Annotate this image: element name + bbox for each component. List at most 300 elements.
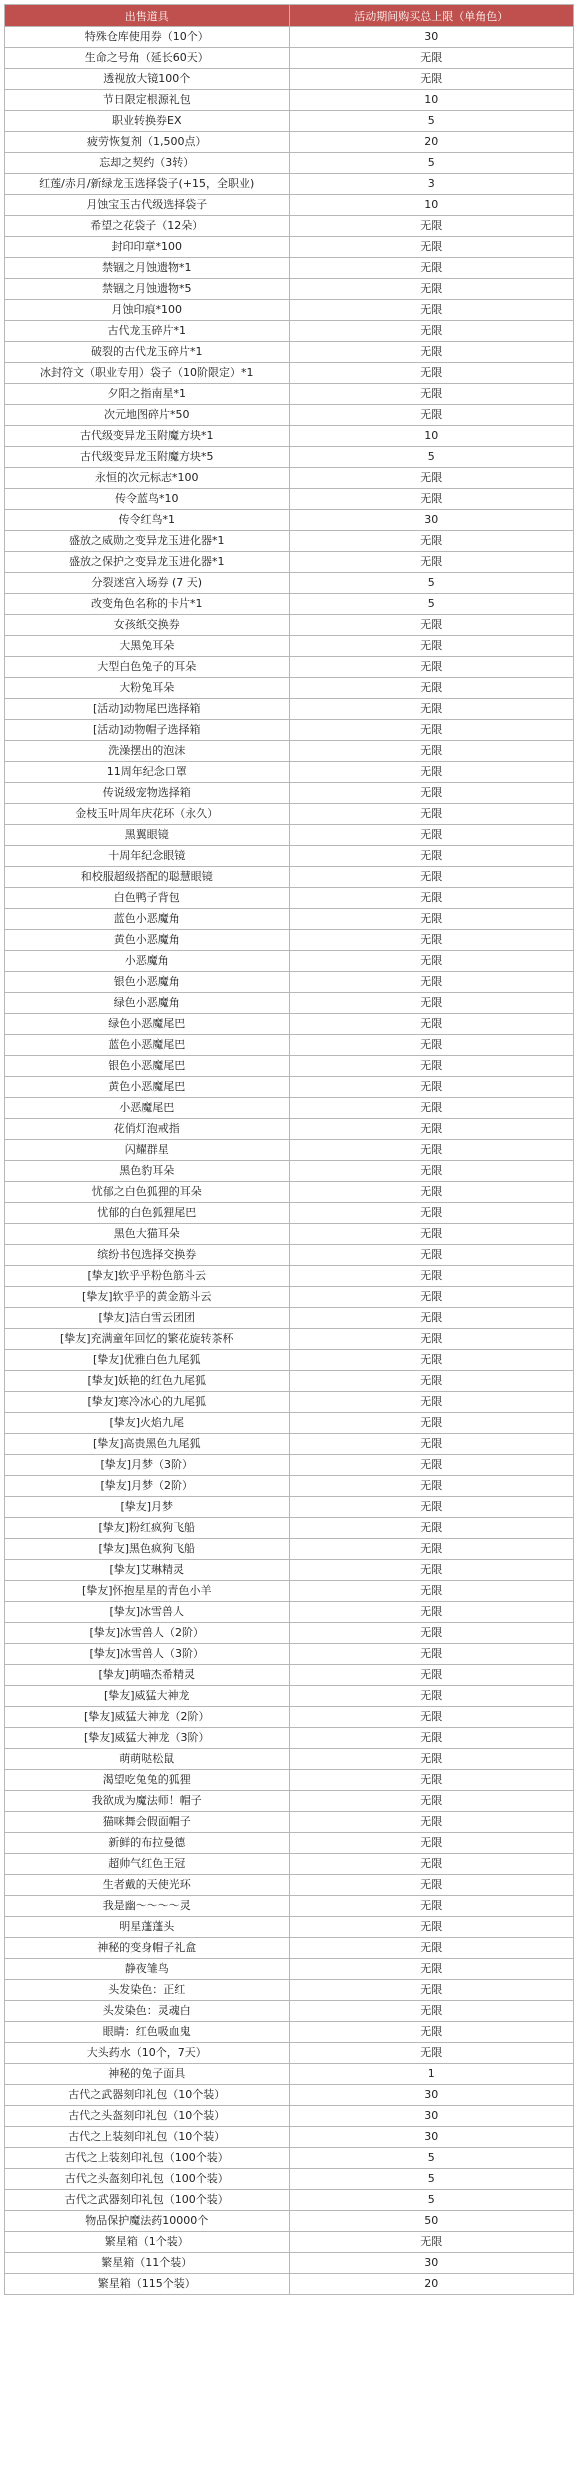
- purchase-limit-cell: 1: [289, 2064, 574, 2085]
- item-name-cell: 古代之上装刻印礼包（10个装）: [5, 2127, 290, 2148]
- item-name-cell: 月蚀宝玉古代级选择袋子: [5, 195, 290, 216]
- item-name-cell: 传令红鸟*1: [5, 510, 290, 531]
- table-row: [5, 1245, 574, 1266]
- purchase-limit-cell: 无限: [289, 531, 574, 552]
- item-name-cell: [挚友]洁白雪云团团: [5, 1308, 290, 1329]
- item-name-cell: 我欲成为魔法师！帽子: [5, 1791, 290, 1812]
- item-name-cell: 女孩纸交换券: [5, 615, 290, 636]
- table-row: [5, 1581, 574, 1602]
- table-row: [5, 1392, 574, 1413]
- purchase-limit-cell: 10: [289, 90, 574, 111]
- purchase-limit-cell: 无限: [289, 321, 574, 342]
- purchase-limit-cell: 无限: [289, 1917, 574, 1938]
- purchase-limit-cell: 无限: [289, 2043, 574, 2064]
- purchase-limit-cell: 无限: [289, 930, 574, 951]
- table-row: [5, 237, 574, 258]
- item-name-cell: [活动]动物帽子选择箱: [5, 720, 290, 741]
- item-name-cell: 古代之武器刻印礼包（10个装）: [5, 2085, 290, 2106]
- item-name-cell: 蓝色小恶魔尾巴: [5, 1035, 290, 1056]
- item-name-cell: 黑色豹耳朵: [5, 1161, 290, 1182]
- table-row: [5, 531, 574, 552]
- item-name-cell: 物品保护魔法药10000个: [5, 2211, 290, 2232]
- item-name-cell: 绿色小恶魔角: [5, 993, 290, 1014]
- table-row: [5, 1959, 574, 1980]
- table-row: [5, 1161, 574, 1182]
- table-row: [5, 720, 574, 741]
- table-row: [5, 132, 574, 153]
- purchase-limit-cell: 无限: [289, 1644, 574, 1665]
- item-name-cell: 冰封符文（职业专用）袋子（10阶限定）*1: [5, 363, 290, 384]
- table-row: [5, 2211, 574, 2232]
- table-row: [5, 699, 574, 720]
- item-name-cell: 萌萌哒松鼠: [5, 1749, 290, 1770]
- item-name-cell: 古代之头盔刻印礼包（10个装）: [5, 2106, 290, 2127]
- item-name-cell: [挚友]冰雪兽人（3阶）: [5, 1644, 290, 1665]
- purchase-limit-cell: 无限: [289, 258, 574, 279]
- purchase-limit-cell: 无限: [289, 1266, 574, 1287]
- item-name-cell: 黑色大猫耳朵: [5, 1224, 290, 1245]
- table-row: [5, 384, 574, 405]
- item-name-cell: 大黑兔耳朵: [5, 636, 290, 657]
- item-name-cell: 蓝色小恶魔角: [5, 909, 290, 930]
- table-row: [5, 1623, 574, 1644]
- purchase-limit-cell: 无限: [289, 951, 574, 972]
- purchase-limit-cell: 5: [289, 2169, 574, 2190]
- table-row: [5, 153, 574, 174]
- item-name-cell: [挚友]威猛大神龙（2阶）: [5, 1707, 290, 1728]
- table-row: [5, 2022, 574, 2043]
- purchase-limit-cell: 无限: [289, 1539, 574, 1560]
- purchase-limit-cell: 无限: [289, 720, 574, 741]
- item-name-cell: [挚友]软乎乎粉色筋斗云: [5, 1266, 290, 1287]
- sale-items-table: [4, 4, 574, 2295]
- table-row: [5, 930, 574, 951]
- purchase-limit-cell: 无限: [289, 2001, 574, 2022]
- item-name-cell: 大型白色兔子的耳朵: [5, 657, 290, 678]
- table-row: [5, 1980, 574, 2001]
- item-name-cell: 十周年纪念眼镜: [5, 846, 290, 867]
- table-row: [5, 573, 574, 594]
- item-name-cell: 神秘的兔子面具: [5, 2064, 290, 2085]
- table-body: [5, 27, 574, 2295]
- table-row: [5, 2001, 574, 2022]
- item-name-cell: 11周年纪念口罩: [5, 762, 290, 783]
- table-row: [5, 993, 574, 1014]
- purchase-limit-cell: 无限: [289, 1119, 574, 1140]
- purchase-limit-cell: 无限: [289, 636, 574, 657]
- purchase-limit-cell: 10: [289, 426, 574, 447]
- purchase-limit-cell: 无限: [289, 1707, 574, 1728]
- purchase-limit-cell: 无限: [289, 279, 574, 300]
- purchase-limit-cell: 无限: [289, 363, 574, 384]
- purchase-limit-cell: 无限: [289, 741, 574, 762]
- purchase-limit-cell: 无限: [289, 678, 574, 699]
- purchase-limit-cell: 无限: [289, 1749, 574, 1770]
- table-row: [5, 90, 574, 111]
- table-row: [5, 1539, 574, 1560]
- table-row: [5, 1938, 574, 1959]
- purchase-limit-cell: 10: [289, 195, 574, 216]
- purchase-limit-cell: 无限: [289, 909, 574, 930]
- purchase-limit-cell: 无限: [289, 1896, 574, 1917]
- item-name-cell: [挚友]月梦（3阶）: [5, 1455, 290, 1476]
- table-row: [5, 2064, 574, 2085]
- item-name-cell: 忘却之契约（3转）: [5, 153, 290, 174]
- item-name-cell: 渴望吃兔兔的狐狸: [5, 1770, 290, 1791]
- purchase-limit-cell: 无限: [289, 1077, 574, 1098]
- table-row: [5, 342, 574, 363]
- table-row: [5, 1098, 574, 1119]
- item-name-cell: 盛放之保护之变异龙玉进化器*1: [5, 552, 290, 573]
- table-row: [5, 846, 574, 867]
- item-name-cell: 夕阳之指南星*1: [5, 384, 290, 405]
- item-name-cell: 繁星箱（1个装）: [5, 2232, 290, 2253]
- item-name-cell: 神秘的变身帽子礼盒: [5, 1938, 290, 1959]
- item-name-cell: 红莲/赤月/新绿龙玉选择袋子(+15，全职业): [5, 174, 290, 195]
- table-row: [5, 1371, 574, 1392]
- purchase-limit-cell: 无限: [289, 1140, 574, 1161]
- item-name-cell: [挚友]软乎乎的黄金筋斗云: [5, 1287, 290, 1308]
- purchase-limit-cell: 无限: [289, 804, 574, 825]
- item-name-cell: 忧郁的白色狐狸尾巴: [5, 1203, 290, 1224]
- table-row: [5, 1602, 574, 1623]
- item-name-cell: 职业转换券EX: [5, 111, 290, 132]
- table-row: [5, 300, 574, 321]
- purchase-limit-cell: 5: [289, 153, 574, 174]
- item-name-cell: [挚友]艾琳精灵: [5, 1560, 290, 1581]
- purchase-limit-cell: 无限: [289, 1728, 574, 1749]
- purchase-limit-cell: 无限: [289, 468, 574, 489]
- item-name-cell: 封印印章*100: [5, 237, 290, 258]
- item-name-cell: 黄色小恶魔角: [5, 930, 290, 951]
- item-name-cell: [挚友]威猛大神龙: [5, 1686, 290, 1707]
- item-name-cell: 禁锢之月蚀遗物*5: [5, 279, 290, 300]
- table-row: [5, 2043, 574, 2064]
- table-row: [5, 1560, 574, 1581]
- purchase-limit-cell: 无限: [289, 1224, 574, 1245]
- table-row: [5, 552, 574, 573]
- item-name-cell: 洗澡摆出的泡沫: [5, 741, 290, 762]
- item-name-cell: [挚友]黑色疯狗飞船: [5, 1539, 290, 1560]
- item-name-cell: 月蚀印痕*100: [5, 300, 290, 321]
- purchase-limit-cell: 无限: [289, 489, 574, 510]
- table-row: [5, 951, 574, 972]
- table-row: [5, 678, 574, 699]
- table-row: [5, 2253, 574, 2274]
- purchase-limit-cell: 无限: [289, 1602, 574, 1623]
- table-row: [5, 1791, 574, 1812]
- purchase-limit-cell: 30: [289, 2253, 574, 2274]
- table-row: [5, 1224, 574, 1245]
- table-row: [5, 741, 574, 762]
- table-header-row: [5, 5, 574, 27]
- item-name-cell: 古代之头盔刻印礼包（100个装）: [5, 2169, 290, 2190]
- item-name-cell: 古代之武器刻印礼包（100个装）: [5, 2190, 290, 2211]
- purchase-limit-cell: 无限: [289, 783, 574, 804]
- item-name-cell: [挚友]怀抱星星的青色小羊: [5, 1581, 290, 1602]
- table-row: [5, 657, 574, 678]
- table-row: [5, 321, 574, 342]
- table-row: [5, 2274, 574, 2295]
- purchase-limit-cell: 5: [289, 2148, 574, 2169]
- table-row: [5, 2190, 574, 2211]
- item-name-cell: 古代龙玉碎片*1: [5, 321, 290, 342]
- table-row: [5, 174, 574, 195]
- table-row: [5, 1665, 574, 1686]
- item-name-cell: [挚友]高贵黑色九尾狐: [5, 1434, 290, 1455]
- table-row: [5, 1287, 574, 1308]
- item-name-cell: 新鲜的布拉曼德: [5, 1833, 290, 1854]
- table-row: [5, 258, 574, 279]
- item-name-cell: 黄色小恶魔尾巴: [5, 1077, 290, 1098]
- item-name-cell: 古代级变异龙玉附魔方块*5: [5, 447, 290, 468]
- purchase-limit-cell: 无限: [289, 1875, 574, 1896]
- purchase-limit-cell: 无限: [289, 1854, 574, 1875]
- table-row: [5, 1854, 574, 1875]
- purchase-limit-cell: 无限: [289, 216, 574, 237]
- table-row: [5, 972, 574, 993]
- table-row: [5, 48, 574, 69]
- purchase-limit-cell: 无限: [289, 1980, 574, 2001]
- item-name-cell: 节日限定根源礼包: [5, 90, 290, 111]
- purchase-limit-cell: 无限: [289, 1329, 574, 1350]
- table-row: [5, 216, 574, 237]
- item-name-cell: [挚友]冰雪兽人（2阶）: [5, 1623, 290, 1644]
- table-row: [5, 1413, 574, 1434]
- purchase-limit-cell: 5: [289, 594, 574, 615]
- purchase-limit-cell: 5: [289, 2190, 574, 2211]
- purchase-limit-cell: 无限: [289, 2022, 574, 2043]
- purchase-limit-cell: 无限: [289, 1371, 574, 1392]
- purchase-limit-cell: 50: [289, 2211, 574, 2232]
- purchase-limit-cell: 无限: [289, 1623, 574, 1644]
- sale-table-container: [4, 4, 574, 2295]
- table-row: [5, 909, 574, 930]
- table-row: [5, 468, 574, 489]
- table-row: [5, 1812, 574, 1833]
- table-row: [5, 1917, 574, 1938]
- item-name-cell: 传说级宠物选择箱: [5, 783, 290, 804]
- purchase-limit-cell: 30: [289, 2127, 574, 2148]
- header-purchase-limit: 活动期间购买总上限（单角色）: [289, 5, 574, 27]
- item-name-cell: 特殊仓库使用券（10个）: [5, 27, 290, 48]
- purchase-limit-cell: 无限: [289, 1455, 574, 1476]
- table-row: [5, 195, 574, 216]
- item-name-cell: [挚友]火焰九尾: [5, 1413, 290, 1434]
- table-row: [5, 426, 574, 447]
- table-row: [5, 1749, 574, 1770]
- table-row: [5, 1455, 574, 1476]
- item-name-cell: 禁锢之月蚀遗物*1: [5, 258, 290, 279]
- table-row: [5, 1308, 574, 1329]
- purchase-limit-cell: 5: [289, 111, 574, 132]
- table-row: [5, 1203, 574, 1224]
- purchase-limit-cell: 无限: [289, 1476, 574, 1497]
- purchase-limit-cell: 无限: [289, 615, 574, 636]
- item-name-cell: 小恶魔尾巴: [5, 1098, 290, 1119]
- item-name-cell: 大粉兔耳朵: [5, 678, 290, 699]
- purchase-limit-cell: 无限: [289, 2232, 574, 2253]
- table-row: [5, 1707, 574, 1728]
- purchase-limit-cell: 5: [289, 447, 574, 468]
- table-row: [5, 510, 574, 531]
- table-row: [5, 69, 574, 90]
- item-name-cell: 银色小恶魔尾巴: [5, 1056, 290, 1077]
- item-name-cell: 黑翼眼镜: [5, 825, 290, 846]
- purchase-limit-cell: 无限: [289, 867, 574, 888]
- item-name-cell: 生命之号角（延长60天）: [5, 48, 290, 69]
- table-row: [5, 1182, 574, 1203]
- table-row: [5, 1035, 574, 1056]
- table-row: [5, 1140, 574, 1161]
- item-name-cell: 永恒的次元标志*100: [5, 468, 290, 489]
- item-name-cell: [挚友]冰雪兽人: [5, 1602, 290, 1623]
- table-row: [5, 1686, 574, 1707]
- table-row: [5, 825, 574, 846]
- purchase-limit-cell: 无限: [289, 888, 574, 909]
- item-name-cell: 古代级变异龙玉附魔方块*1: [5, 426, 290, 447]
- table-row: [5, 804, 574, 825]
- table-row: [5, 1476, 574, 1497]
- item-name-cell: [挚友]寒冷冰心的九尾狐: [5, 1392, 290, 1413]
- table-row: [5, 447, 574, 468]
- header-item-name: 出售道具: [5, 5, 290, 27]
- table-row: [5, 2232, 574, 2253]
- item-name-cell: [挚友]粉红疯狗飞船: [5, 1518, 290, 1539]
- purchase-limit-cell: 无限: [289, 1938, 574, 1959]
- purchase-limit-cell: 无限: [289, 384, 574, 405]
- item-name-cell: 白色鸭子背包: [5, 888, 290, 909]
- purchase-limit-cell: 20: [289, 132, 574, 153]
- table-row: [5, 1077, 574, 1098]
- table-row: [5, 1014, 574, 1035]
- item-name-cell: 分裂迷宫入场券 (7 天): [5, 573, 290, 594]
- purchase-limit-cell: 无限: [289, 1560, 574, 1581]
- table-row: [5, 1728, 574, 1749]
- table-row: [5, 615, 574, 636]
- purchase-limit-cell: 无限: [289, 1959, 574, 1980]
- purchase-limit-cell: 无限: [289, 1434, 574, 1455]
- item-name-cell: [挚友]萌喵杰希精灵: [5, 1665, 290, 1686]
- table-row: [5, 1434, 574, 1455]
- table-row: [5, 2127, 574, 2148]
- table-row: [5, 1833, 574, 1854]
- purchase-limit-cell: 无限: [289, 762, 574, 783]
- table-row: [5, 867, 574, 888]
- purchase-limit-cell: 无限: [289, 699, 574, 720]
- purchase-limit-cell: 无限: [289, 48, 574, 69]
- item-name-cell: [挚友]优雅白色九尾狐: [5, 1350, 290, 1371]
- item-name-cell: 传令蓝鸟*10: [5, 489, 290, 510]
- purchase-limit-cell: 无限: [289, 1056, 574, 1077]
- table-row: [5, 888, 574, 909]
- item-name-cell: [挚友]妖艳的红色九尾狐: [5, 1371, 290, 1392]
- table-row: [5, 1644, 574, 1665]
- table-row: [5, 27, 574, 48]
- item-name-cell: 大头药水（10个，7天）: [5, 2043, 290, 2064]
- purchase-limit-cell: 无限: [289, 300, 574, 321]
- purchase-limit-cell: 5: [289, 573, 574, 594]
- item-name-cell: [活动]动物尾巴选择箱: [5, 699, 290, 720]
- purchase-limit-cell: 无限: [289, 1413, 574, 1434]
- table-row: [5, 363, 574, 384]
- purchase-limit-cell: 无限: [289, 1287, 574, 1308]
- table-row: [5, 783, 574, 804]
- purchase-limit-cell: 无限: [289, 237, 574, 258]
- purchase-limit-cell: 无限: [289, 1098, 574, 1119]
- table-row: [5, 2148, 574, 2169]
- item-name-cell: 破裂的古代龙玉碎片*1: [5, 342, 290, 363]
- item-name-cell: 透视放大镜100个: [5, 69, 290, 90]
- table-row: [5, 1350, 574, 1371]
- item-name-cell: 改变角色名称的卡片*1: [5, 594, 290, 615]
- purchase-limit-cell: 无限: [289, 1833, 574, 1854]
- purchase-limit-cell: 无限: [289, 552, 574, 573]
- purchase-limit-cell: 无限: [289, 69, 574, 90]
- item-name-cell: 次元地图碎片*50: [5, 405, 290, 426]
- purchase-limit-cell: 无限: [289, 1245, 574, 1266]
- table-row: [5, 1056, 574, 1077]
- purchase-limit-cell: 无限: [289, 1203, 574, 1224]
- purchase-limit-cell: 无限: [289, 1812, 574, 1833]
- item-name-cell: 眼睛：红色吸血鬼: [5, 2022, 290, 2043]
- table-row: [5, 762, 574, 783]
- item-name-cell: 盛放之威勋之变异龙玉进化器*1: [5, 531, 290, 552]
- purchase-limit-cell: 无限: [289, 1497, 574, 1518]
- purchase-limit-cell: 无限: [289, 1308, 574, 1329]
- table-row: [5, 2169, 574, 2190]
- purchase-limit-cell: 无限: [289, 1686, 574, 1707]
- purchase-limit-cell: 30: [289, 2106, 574, 2127]
- purchase-limit-cell: 30: [289, 510, 574, 531]
- purchase-limit-cell: 30: [289, 2085, 574, 2106]
- item-name-cell: 猫咪舞会假面帽子: [5, 1812, 290, 1833]
- item-name-cell: 绿色小恶魔尾巴: [5, 1014, 290, 1035]
- purchase-limit-cell: 无限: [289, 993, 574, 1014]
- purchase-limit-cell: 无限: [289, 972, 574, 993]
- table-row: [5, 1266, 574, 1287]
- table-row: [5, 1770, 574, 1791]
- item-name-cell: 古代之上装刻印礼包（100个装）: [5, 2148, 290, 2169]
- item-name-cell: 金枝玉叶周年庆花环（永久）: [5, 804, 290, 825]
- item-name-cell: [挚友]充满童年回忆的繁花旋转茶杯: [5, 1329, 290, 1350]
- purchase-limit-cell: 30: [289, 27, 574, 48]
- purchase-limit-cell: 无限: [289, 1791, 574, 1812]
- item-name-cell: 花俏灯泡戒指: [5, 1119, 290, 1140]
- item-name-cell: 闪耀群星: [5, 1140, 290, 1161]
- item-name-cell: [挚友]威猛大神龙（3阶）: [5, 1728, 290, 1749]
- purchase-limit-cell: 无限: [289, 1161, 574, 1182]
- purchase-limit-cell: 3: [289, 174, 574, 195]
- purchase-limit-cell: 无限: [289, 1581, 574, 1602]
- item-name-cell: 疲劳恢复剂（1,500点）: [5, 132, 290, 153]
- item-name-cell: [挚友]月梦: [5, 1497, 290, 1518]
- purchase-limit-cell: 无限: [289, 1035, 574, 1056]
- item-name-cell: 希望之花袋子（12朵）: [5, 216, 290, 237]
- table-row: [5, 1896, 574, 1917]
- table-row: [5, 111, 574, 132]
- item-name-cell: 繁星箱（115个装）: [5, 2274, 290, 2295]
- item-name-cell: 我是幽～～～～灵: [5, 1896, 290, 1917]
- purchase-limit-cell: 无限: [289, 1518, 574, 1539]
- table-row: [5, 405, 574, 426]
- table-row: [5, 1518, 574, 1539]
- item-name-cell: 和校服超级搭配的聪慧眼镜: [5, 867, 290, 888]
- purchase-limit-cell: 无限: [289, 1770, 574, 1791]
- table-row: [5, 1329, 574, 1350]
- purchase-limit-cell: 无限: [289, 1350, 574, 1371]
- table-row: [5, 636, 574, 657]
